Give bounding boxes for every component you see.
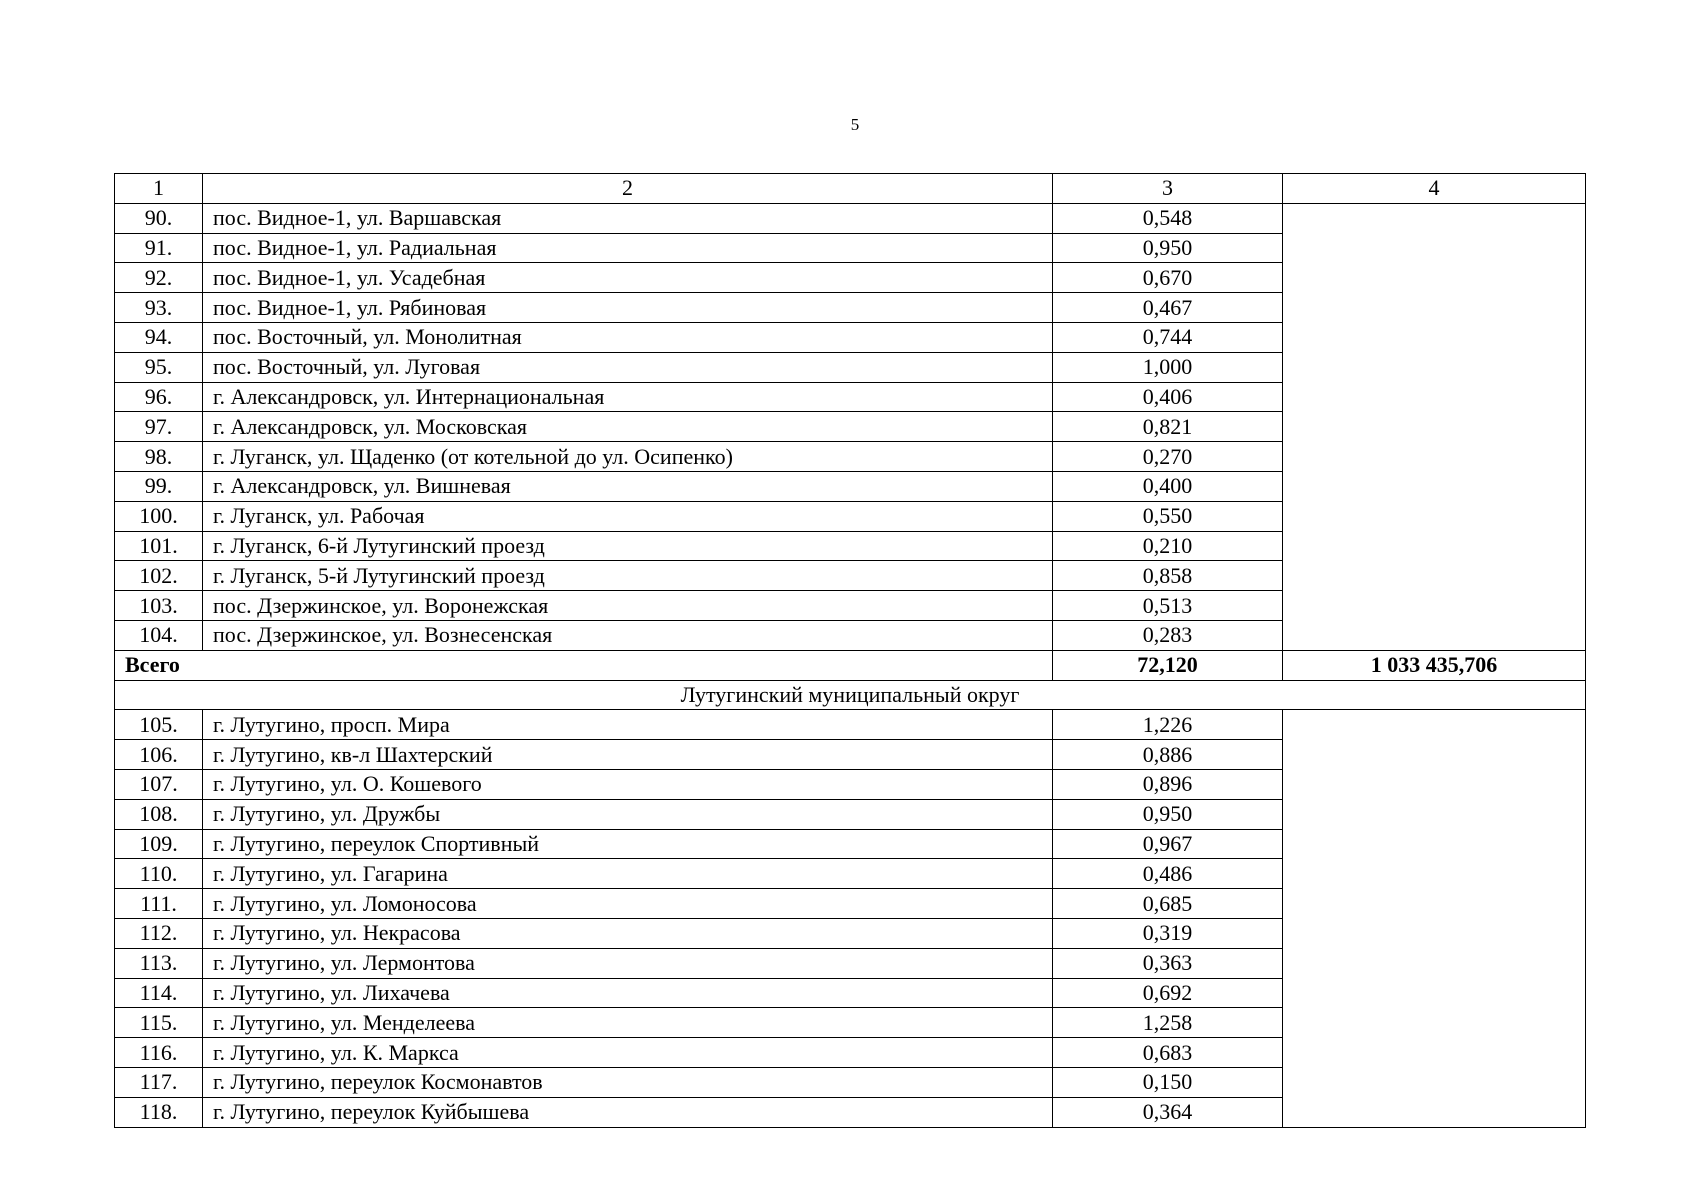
road-length: 0,319	[1053, 918, 1283, 948]
row-number: 95.	[115, 352, 203, 382]
road-name: г. Лутугино, ул. К. Маркса	[203, 1038, 1053, 1068]
road-length: 0,400	[1053, 471, 1283, 501]
table-row	[115, 203, 1586, 233]
road-name: г. Луганск, 5-й Лутугинский проезд	[203, 561, 1053, 591]
road-name: г. Александровск, ул. Московская	[203, 412, 1053, 442]
road-length: 0,858	[1053, 561, 1283, 591]
road-length: 0,364	[1053, 1097, 1283, 1127]
road-length: 0,670	[1053, 263, 1283, 293]
road-length: 0,283	[1053, 620, 1283, 650]
row-number: 113.	[115, 948, 203, 978]
row-number: 102.	[115, 561, 203, 591]
road-name: г. Лутугино, переулок Космонавтов	[203, 1067, 1053, 1097]
road-length: 0,685	[1053, 889, 1283, 919]
road-length: 0,270	[1053, 442, 1283, 472]
road-length: 0,363	[1053, 948, 1283, 978]
row-number: 93.	[115, 293, 203, 323]
row-number: 99.	[115, 471, 203, 501]
road-name: пос. Дзержинское, ул. Воронежская	[203, 591, 1053, 621]
row-number: 110.	[115, 859, 203, 889]
road-name: пос. Дзержинское, ул. Вознесенская	[203, 620, 1053, 650]
road-name: г. Лутугино, кв-л Шахтерский	[203, 740, 1053, 770]
road-length: 1,258	[1053, 1008, 1283, 1038]
road-name: г. Лутугино, переулок Куйбышева	[203, 1097, 1053, 1127]
row-number: 105.	[115, 710, 203, 740]
column-header-3: 3	[1053, 174, 1283, 204]
section-title: Лутугинский муниципальный округ	[115, 680, 1586, 710]
row-number: 92.	[115, 263, 203, 293]
total-amount: 1 033 435,706	[1283, 650, 1586, 680]
row-number: 111.	[115, 889, 203, 919]
road-length: 0,150	[1053, 1067, 1283, 1097]
column-header-4: 4	[1283, 174, 1586, 204]
total-length: 72,120	[1053, 650, 1283, 680]
road-name: г. Луганск, ул. Щаденко (от котельной до ул. Осипенко)	[203, 442, 1053, 472]
row-number: 104.	[115, 620, 203, 650]
road-length: 0,548	[1053, 203, 1283, 233]
road-length: 0,683	[1053, 1038, 1283, 1068]
row-number: 114.	[115, 978, 203, 1008]
road-length: 0,486	[1053, 859, 1283, 889]
road-name: г. Лутугино, просп. Мира	[203, 710, 1053, 740]
table-header-row	[115, 174, 1586, 204]
road-length: 0,896	[1053, 769, 1283, 799]
road-name: г. Луганск, 6-й Лутугинский проезд	[203, 531, 1053, 561]
row-number: 100.	[115, 501, 203, 531]
road-name: г. Александровск, ул. Вишневая	[203, 471, 1053, 501]
row-number: 97.	[115, 412, 203, 442]
row-number: 116.	[115, 1038, 203, 1068]
row-number: 118.	[115, 1097, 203, 1127]
road-name: г. Лутугино, ул. Лихачева	[203, 978, 1053, 1008]
road-name: г. Лутугино, ул. Некрасова	[203, 918, 1053, 948]
road-name: пос. Восточный, ул. Монолитная	[203, 322, 1053, 352]
road-name: г. Луганск, ул. Рабочая	[203, 501, 1053, 531]
road-name: г. Лутугино, ул. О. Кошевого	[203, 769, 1053, 799]
road-length: 0,744	[1053, 322, 1283, 352]
column-header-1: 1	[115, 174, 203, 204]
road-name: г. Александровск, ул. Интернациональная	[203, 382, 1053, 412]
road-length: 0,950	[1053, 233, 1283, 263]
road-name: г. Лутугино, ул. Гагарина	[203, 859, 1053, 889]
road-name: пос. Восточный, ул. Луговая	[203, 352, 1053, 382]
total-row	[115, 650, 1586, 680]
row-number: 117.	[115, 1067, 203, 1097]
row-number: 115.	[115, 1008, 203, 1038]
road-length: 0,821	[1053, 412, 1283, 442]
row-number: 107.	[115, 769, 203, 799]
road-length: 1,000	[1053, 352, 1283, 382]
total-label: Всего	[115, 650, 1053, 680]
road-length: 0,550	[1053, 501, 1283, 531]
road-length: 0,692	[1053, 978, 1283, 1008]
road-name: г. Лутугино, ул. Дружбы	[203, 799, 1053, 829]
road-name: г. Лутугино, переулок Спортивный	[203, 829, 1053, 859]
table-body	[115, 174, 1586, 1128]
road-name: пос. Видное-1, ул. Радиальная	[203, 233, 1053, 263]
row-number: 96.	[115, 382, 203, 412]
row-number: 94.	[115, 322, 203, 352]
road-name: г. Лутугино, ул. Ломоносова	[203, 889, 1053, 919]
road-name: пос. Видное-1, ул. Рябиновая	[203, 293, 1053, 323]
row-number: 103.	[115, 591, 203, 621]
road-length: 0,406	[1053, 382, 1283, 412]
merged-amount-cell	[1283, 710, 1586, 1127]
roads-table	[114, 173, 1586, 1128]
road-name: г. Лутугино, ул. Лермонтова	[203, 948, 1053, 978]
merged-amount-cell	[1283, 203, 1586, 650]
page-number: 5	[850, 115, 860, 134]
table-row	[115, 710, 1586, 740]
row-number: 98.	[115, 442, 203, 472]
road-name: пос. Видное-1, ул. Усадебная	[203, 263, 1053, 293]
row-number: 112.	[115, 918, 203, 948]
row-number: 90.	[115, 203, 203, 233]
row-number: 106.	[115, 740, 203, 770]
road-name: г. Лутугино, ул. Менделеева	[203, 1008, 1053, 1038]
road-length: 0,513	[1053, 591, 1283, 621]
row-number: 91.	[115, 233, 203, 263]
row-number: 101.	[115, 531, 203, 561]
road-length: 0,967	[1053, 829, 1283, 859]
road-length: 0,950	[1053, 799, 1283, 829]
section-row	[115, 680, 1586, 710]
road-length: 0,210	[1053, 531, 1283, 561]
row-number: 109.	[115, 829, 203, 859]
road-length: 1,226	[1053, 710, 1283, 740]
road-length: 0,467	[1053, 293, 1283, 323]
road-length: 0,886	[1053, 740, 1283, 770]
row-number: 108.	[115, 799, 203, 829]
column-header-2: 2	[203, 174, 1053, 204]
road-name: пос. Видное-1, ул. Варшавская	[203, 203, 1053, 233]
